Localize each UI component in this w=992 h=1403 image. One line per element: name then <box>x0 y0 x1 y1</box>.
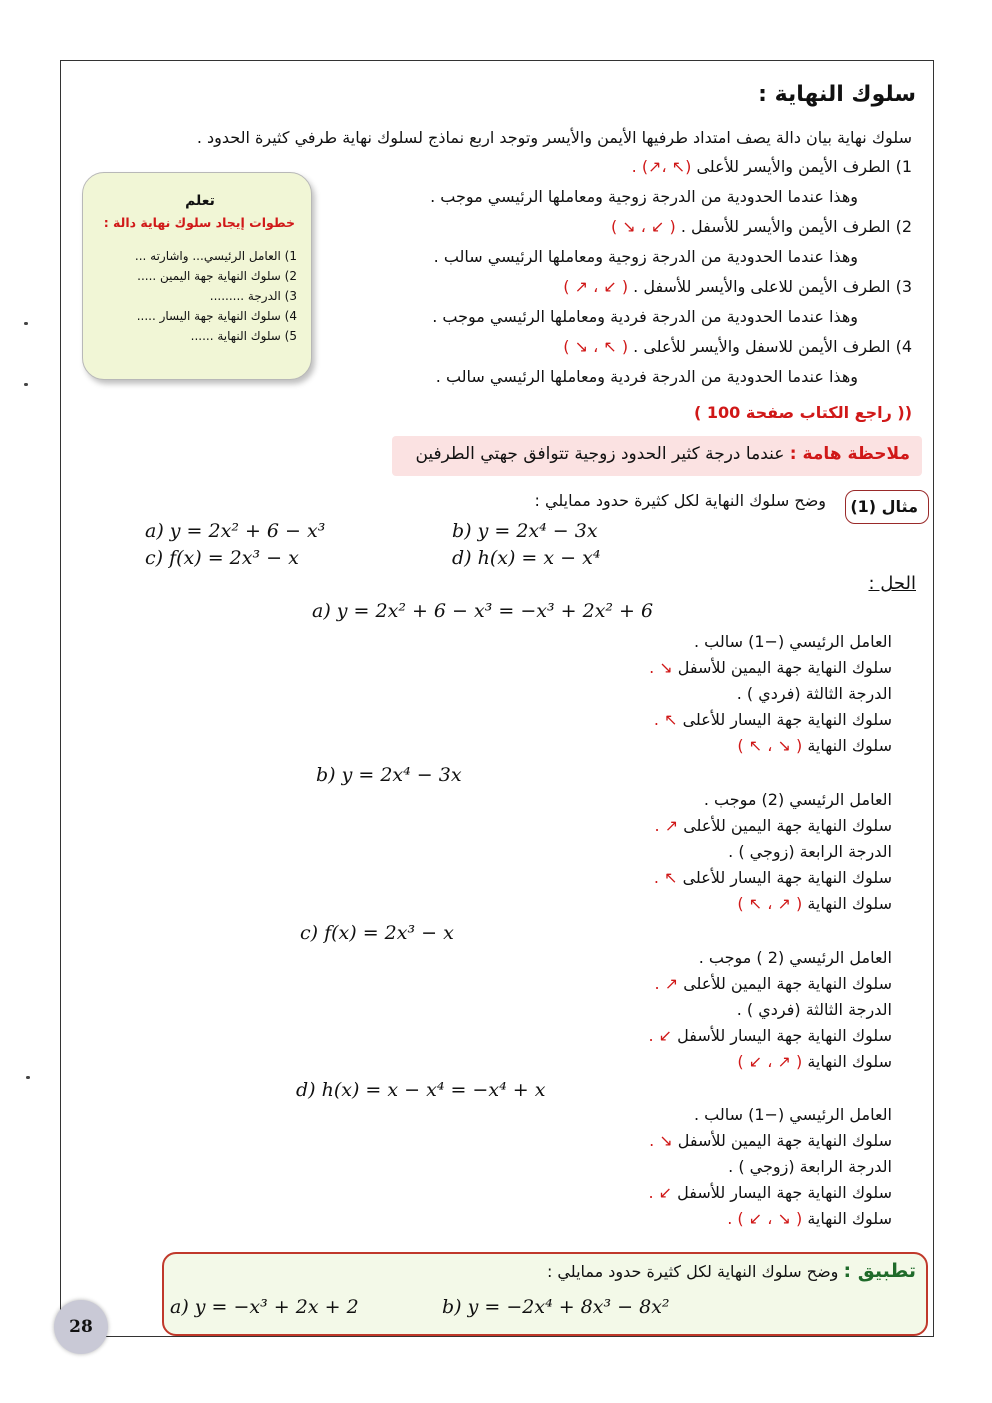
page-title: سلوك النهاية : <box>758 82 916 107</box>
model-4-arrows: ( ↖ ، ↘ ) <box>563 337 629 356</box>
scan-speck <box>26 1076 30 1079</box>
example-prompt: وضح سلوك النهاية لكل كثيرة حدود ممايلي : <box>534 491 826 510</box>
apply-prompt: وضح سلوك النهاية لكل كثيرة حدود ممايلي : <box>546 1262 839 1281</box>
example-a: a) y = 2x² + 6 − x³ <box>145 520 326 542</box>
solution-line: سلوك النهاية جهة اليمين للأسفل ↘ . <box>649 1131 892 1150</box>
page-number: 28 <box>54 1300 108 1354</box>
model-1-arrows: (↖ ،↗) . <box>631 157 692 176</box>
solution-line: سلوك النهاية جهة اليسار للأعلى ↖ . <box>653 710 892 729</box>
model-3-desc: وهذا عندما الحدودية من الدرجة فردية ومعاملها الرئيسي موجب . <box>432 307 858 326</box>
solution-line: الدرجة الثالثة (فردي ) . <box>736 1000 892 1019</box>
model-1-text: 1) الطرف الأيمن والأيسر للأعلى <box>696 157 912 176</box>
solution-line: سلوك النهاية ( ↘ ، ↖ ) <box>737 736 892 755</box>
solution-line: سلوك النهاية ( ↗ ، ↙ ) <box>737 1052 892 1071</box>
solution-line: سلوك النهاية ( ↗ ، ↖ ) <box>737 894 892 913</box>
solution-label: الحل : <box>868 573 916 594</box>
example-c: c) f(x) = 2x³ − x <box>145 547 299 569</box>
solution-line: الدرجة الثالثة (فردي ) . <box>736 684 892 703</box>
model-3-text: 3) الطرف الأيمن للاعلى والأيسر للأسفل . <box>633 277 912 296</box>
solution-line: سلوك النهاية جهة اليسار للأسفل ↙ . <box>648 1183 892 1202</box>
scan-speck <box>24 383 28 386</box>
solution-line: العامل الرئيسي (−1) سالب . <box>693 632 892 651</box>
model-2-arrows: ( ↙ ، ↘ ) <box>610 217 676 236</box>
solution-d-equation: d) h(x) = x − x⁴ = −x⁴ + x <box>296 1079 546 1101</box>
scan-speck <box>24 322 28 325</box>
model-2-text: 2) الطرف الأيمن والأيسر للأسفل . <box>680 217 912 236</box>
solution-line: سلوك النهاية جهة اليسار للأعلى ↖ . <box>653 868 892 887</box>
learn-item: 4) سلوك النهاية جهة اليسار ..... <box>136 309 297 323</box>
model-2-desc: وهذا عندما الحدودية من الدرجة زوجية ومعاملها الرئيسي سالب . <box>433 247 858 266</box>
solution-line: سلوك النهاية جهة اليمين للأعلى ↗ . <box>654 816 892 835</box>
solution-c-equation: c) f(x) = 2x³ − x <box>300 922 454 944</box>
apply-a: a) y = −x³ + 2x + 2 <box>170 1296 359 1318</box>
learn-item: 1) العامل الرئيسي... واشارته ... <box>134 249 297 263</box>
solution-line: سلوك النهاية جهة اليمين للأعلى ↗ . <box>654 974 892 993</box>
note <box>415 444 910 464</box>
example-b: b) y = 2x⁴ − 3x <box>452 520 598 542</box>
solution-a-equation: a) y = 2x² + 6 − x³ = −x³ + 2x² + 6 <box>312 600 654 622</box>
solution-line: الدرجة الرابعة (زوجي ) . <box>728 842 892 861</box>
model-3-arrows: ( ↙ ، ↗ ) <box>563 277 629 296</box>
example-d: d) h(x) = x − x⁴ <box>452 547 601 569</box>
model-2 <box>611 217 912 236</box>
solution-b-equation: b) y = 2x⁴ − 3x <box>316 764 462 786</box>
note-text: عندما درجة كثير الحدود زوجية تتوافق جهتي الطرفين <box>415 444 785 464</box>
note-label: ملاحظة هامة : <box>789 444 910 464</box>
model-4-text: 4) الطرف الأيمن للاسفل والأيسر للأعلى . <box>633 337 912 356</box>
learn-title: تعلم <box>185 193 215 209</box>
learn-item: 2) سلوك النهاية جهة اليمين ..... <box>137 269 297 283</box>
apply-b: b) y = −2x⁴ + 8x³ − 8x² <box>442 1296 670 1318</box>
learn-subtitle: خطوات إيجاد سلوك نهاية دالة : <box>103 215 295 230</box>
model-1-desc: وهذا عندما الحدودية من الدرجة زوجية ومعاملها الرئيسي موجب . <box>430 187 858 206</box>
learn-item: 5) سلوك النهاية ...... <box>190 329 297 343</box>
model-4-desc: وهذا عندما الحدودية من الدرجة فردية ومعاملها الرئيسي سالب . <box>435 367 858 386</box>
learn-box <box>82 172 312 380</box>
apply-label: تطبيق : <box>843 1260 916 1282</box>
solution-line: العامل الرئيسي (−1) سالب . <box>693 1105 892 1124</box>
solution-line: سلوك النهاية ( ↘ ، ↙ ) . <box>727 1209 892 1228</box>
model-3 <box>563 277 912 296</box>
solution-line: سلوك النهاية جهة اليسار للأسفل ↙ . <box>648 1026 892 1045</box>
example-label: مثال (1) <box>850 497 918 516</box>
intro-text: سلوك نهاية بيان دالة يصف امتداد طرفيها الأيمن والأيسر وتوجد اربع نماذج لسلوك نهاية طرفي كثيرة الحدود . <box>196 128 912 147</box>
learn-item: 3) الدرجة ......... <box>209 289 297 303</box>
solution-line: العامل الرئيسي (2 ) موجب . <box>698 948 892 967</box>
model-4 <box>563 337 912 356</box>
book-reference: (( راجع الكتاب صفحة 100 ) <box>694 403 912 422</box>
solution-line: الدرجة الرابعة (زوجي ) . <box>728 1157 892 1176</box>
solution-line: سلوك النهاية جهة اليمين للأسفل ↘ . <box>649 658 892 677</box>
model-1 <box>632 157 912 176</box>
solution-line: العامل الرئيسي (2) موجب . <box>703 790 892 809</box>
apply-header <box>547 1260 916 1282</box>
